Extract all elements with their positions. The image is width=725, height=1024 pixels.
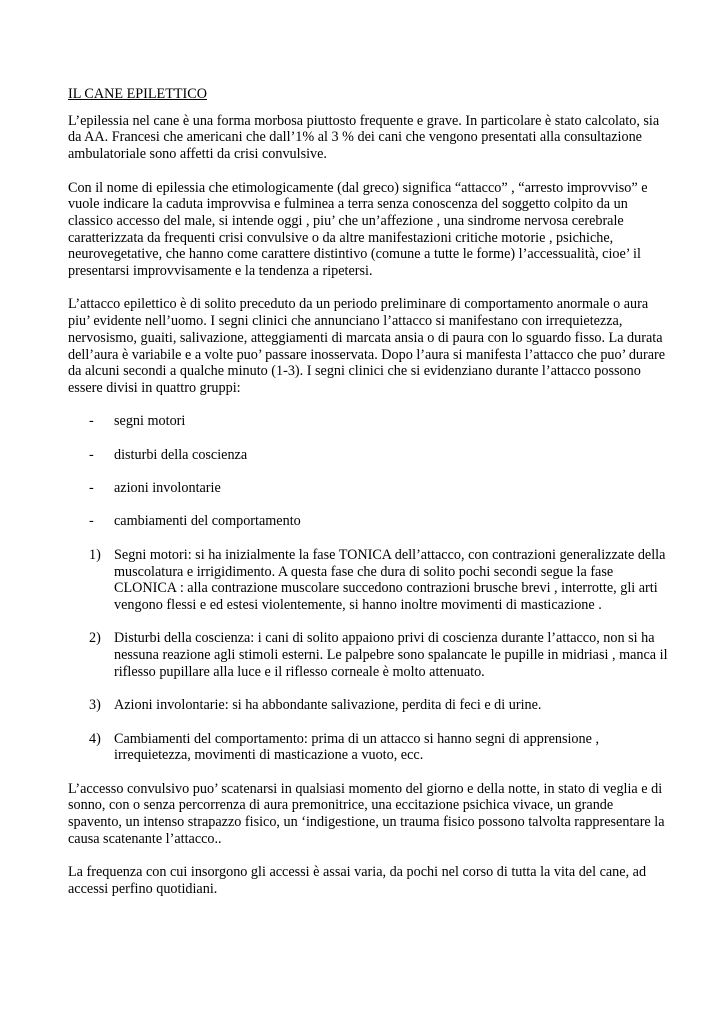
numbered-item [68,630,668,680]
outro-paragraph-1: L’accesso convulsivo puo’ scatenarsi in qualsiasi momento del giorno e della notte, in stato di veglia e di sonno, con o senza percorrenza di aura premonitrice, una eccitazione psichica vivace, un grande spavento, un intenso strapazzo fisico, un ‘indigestione, un trauma fisico possono talvolta rappresentare la causa scatenante l’attacco.. [68,780,665,847]
document-title: IL CANE EPILETTICO [68,86,207,102]
item-number: 1) [89,546,101,563]
numbered-item-text: Azioni involontarie: si ha abbondante salivazione, perdita di feci e di urine. [114,697,542,714]
sign-groups-list [68,413,668,530]
list-item [68,413,668,430]
numbered-item-text: Disturbi della coscienza: i cani di solito appaiono privi di coscienza durante l’attacco, non si ha nessuna reazione agli stimoli esterni. Le palpebre sono spalancate le pupille in midriasi , manca il riflesso pupillare alla luce e il riflesso corneale è molto attenuato. [114,630,668,680]
dash-marker: - [89,446,94,463]
numbered-item [68,547,668,614]
intro-paragraph-1: L’epilessia nel cane è una forma morbosa piuttosto frequente e grave. In particolare è stato calcolato, sia da AA. Francesi che americani che dall’1% al 3 % dei cani che vengono presentati alla consultazione ambulatoriale sono affetti da crisi convulsive. [68,112,660,163]
intro-paragraph-3: L’attacco epilettico è di solito preceduto da un periodo preliminare di comportamento anormale o aura piu’ evidente nell’uomo. I segni clinici che annunciano l’attacco si manifestano con irrequietezza, nervosismo, guaiti, salivazione, atteggiamenti di marcata ansia o di paura con lo sguardo fisso. La durata dell’aura è variabile e a volte puo’ passare inosservata. Dopo l’aura si manifesta l’attacco che puo’ durare da alcuni secondi a qualche minuto (1-3). I segni clinici che si evidenziano durante l’attacco possono essere divisi in quattro gruppi: [68,296,666,396]
list-item-text: segni motori [114,413,186,430]
document-page [68,86,668,914]
outro-paragraph-2: La frequenza con cui insorgono gli accessi è assai varia, da pochi nel corso di tutta la vita del cane, ad accessi perfino quotidiani. [68,864,647,897]
list-item-text: disturbi della coscienza [114,446,248,463]
numbered-item [68,731,668,764]
dash-marker: - [89,413,94,430]
dash-marker: - [89,480,94,497]
list-item [68,480,668,497]
item-number: 4) [89,730,101,747]
list-item [68,513,668,530]
numbered-item-text: Segni motori: si ha inizialmente la fase TONICA dell’attacco, con contrazioni generalizzate della muscolatura e irrigidimento. A questa fase che dura di solito pochi secondi segue la fase CLONICA : alla contrazione muscolare succedono contrazioni brusche brevi , interrotte, gli arti vengono flessi e ed estesi violentemente, si hanno inoltre movimenti di masticazione . [114,546,666,613]
numbered-list [68,547,668,764]
list-item-text: azioni involontarie [114,480,221,497]
list-item-text: cambiamenti del comportamento [114,513,301,530]
list-item [68,447,668,464]
dash-marker: - [89,513,94,530]
item-number: 2) [89,630,101,647]
numbered-item [68,697,668,714]
numbered-item-text: Cambiamenti del comportamento: prima di un attacco si hanno segni di apprensione , irrequietezza, movimenti di masticazione a vuoto, ecc. [114,730,600,764]
item-number: 3) [89,697,101,714]
intro-paragraph-2: Con il nome di epilessia che etimologicamente (dal greco) significa “attacco” , “arresto improvviso” e vuole indicare la caduta improvvisa e fulminea a terra senza conoscenza del soggetto colpito da un classico accesso del male, si intende oggi , piu’ che un’affezione , una sindrome nervosa cerebrale caratterizzata da frequenti crisi convulsive o da altre manifestazioni critiche motorie , psichiche, neurovegetative, che hanno come carattere distintivo (comune a tutte le forme) l’accessualità, cioe’ il presentarsi improvvisamente e la tendenza a ripetersi. [68,179,648,280]
